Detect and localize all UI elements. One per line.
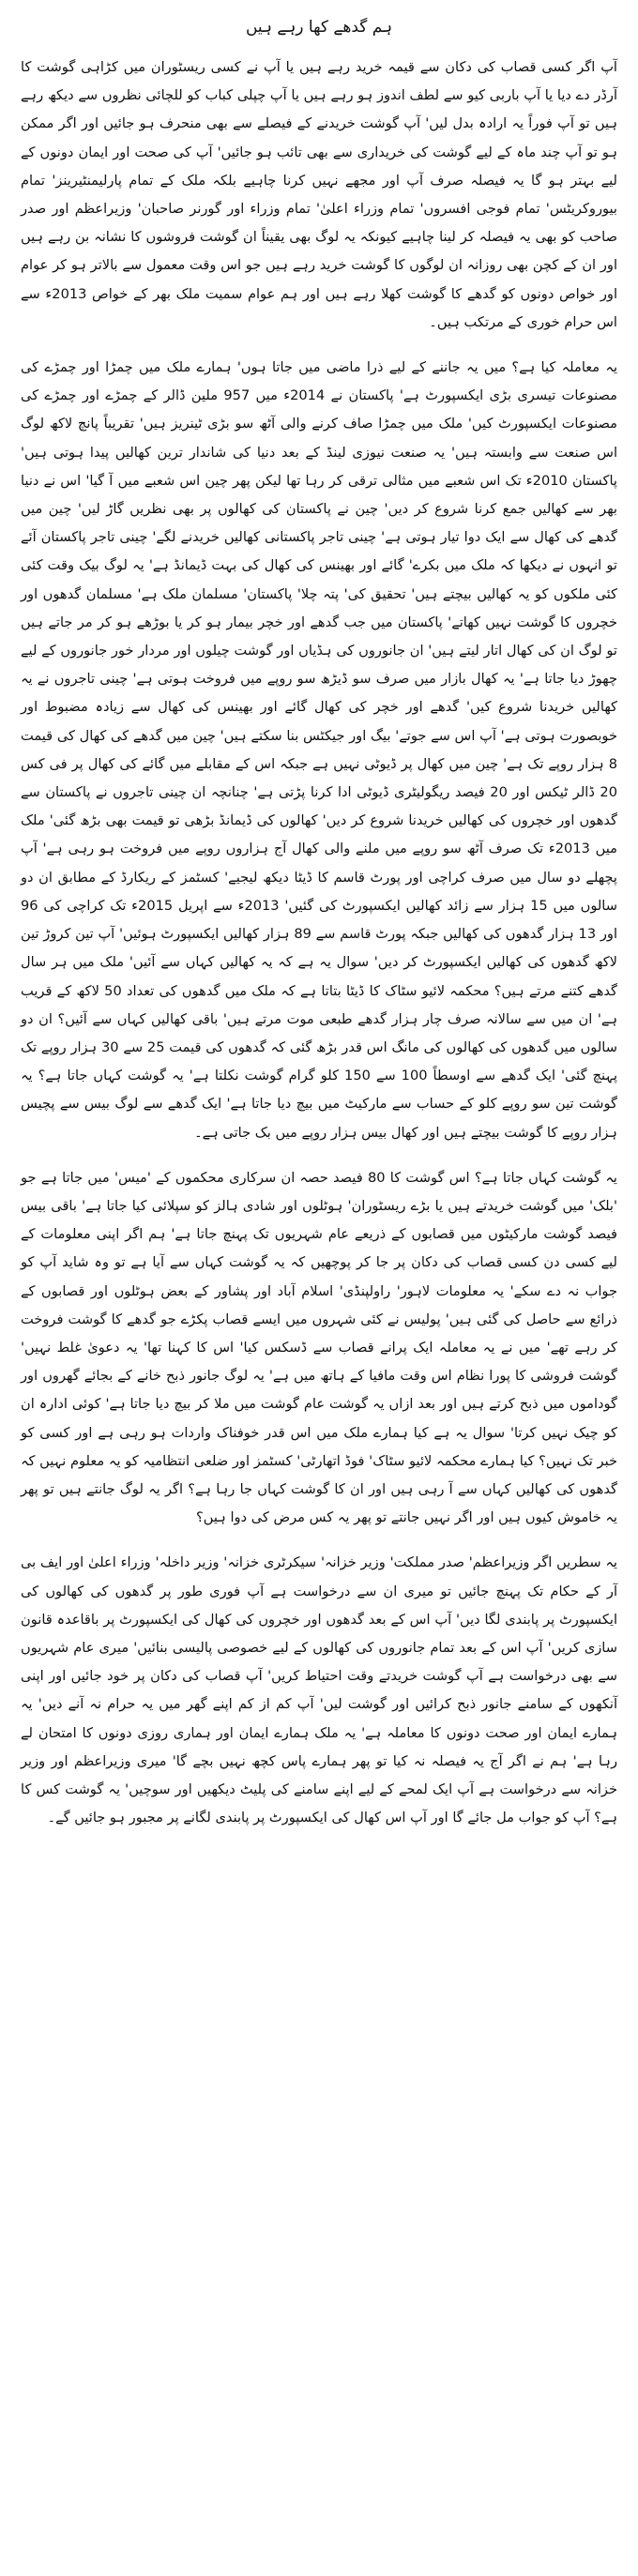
article-paragraph-2: یہ معاملہ کیا ہے؟ میں یہ جاننے کے لیے ذرا ماضی میں جاتا ہوں' ہمارے ملک میں چمڑا اور چمڑے کی مصنوعات تیسری بڑی ایکسپورٹ ہے' پاکستان نے 2014ء میں 957 ملین ڈالر کے چمڑے اور چمڑے کی مصنوعات ایکسپورٹ کیں' ملک میں چمڑا صاف کرنے والی آٹھ سو بڑی ٹینریز ہیں' تقریباً پانچ لاکھ لوگ اس صنعت سے وابستہ ہیں' یہ صنعت نیوزی لینڈ کے بعد دنیا کی شاندار ترین کھالیں پیدا ہوتی ہیں' پاکستان 2010ء تک اس شعبے میں مثالی ترقی کر رہا تھا لیکن پھر چین اس شعبے میں آ گیا' اس نے دنیا بھر سے کھالیں جمع کرنا شروع کر دیں' چین نے پاکستان کی کھالوں پر بھی نظریں گاڑ لیں' چین میں گدھے کی کھال سے ایک دوا تیار ہوتی ہے' چینی تاجر پاکستانی کھالیں خریدنے لگے' چینی تاجر پاکستان آئے تو انہوں نے دیکھا کہ ملک میں بکرے' گائے اور بھینس کی کھال کی بہت ڈیمانڈ ہے' یہ لوگ بیک وقت کئی کئی ملکوں کو یہ کھالیں بیچتے ہیں' تحقیق کی' پتہ چلا' پاکستان' مسلمان ملک ہے' مسلمان گدھوں اور خچروں کا گوشت نہیں کھاتے' پاکستان میں جب گدھے اور خچر بیمار ہو کر یا بوڑھے ہو کر مر جاتے ہیں تو لوگ ان کی کھال اتار لیتے ہیں' ان جانوروں کی ہڈیاں اور گوشت چیلوں اور مردار خور جانوروں کے لیے چھوڑ دیا جاتا ہے' یہ کھال بازار میں صرف سو ڈیڑھ سو روپے میں فروخت ہوتی ہے' چینی تاجروں نے یہ کھالیں خریدنا شروع کیں' گدھے اور خچر کی کھال گائے اور بھینس کی کھال سے زیادہ مضبوط اور خوبصورت ہوتی ہے' آپ اس سے جوتے' بیگ اور جیکٹس بنا سکتے ہیں' چین میں گدھے کی کھال کی قیمت 8 ہزار روپے تک ہے' چین میں کھال پر ڈیوٹی نہیں ہے جبکہ اس کے مقابلے میں گائے کی کھال پر فی کس 20 ڈالر ٹیکس اور 20 فیصد ریگولیٹری ڈیوٹی ادا کرنا پڑتی ہے' چنانچہ ان چینی تاجروں نے پاکستان سے گدھوں اور خچروں کی کھالیں خریدنا شروع کر دیں' کھالوں کی ڈیمانڈ بڑھی تو قیمت بھی بڑھ گئی' ملک میں 2013ء تک صرف آٹھ سو روپے میں ملنے والی کھال آج ہزاروں روپے میں فروخت ہو رہی ہے' آپ پچھلے دو سال میں صرف کراچی اور پورٹ قاسم کا ڈیٹا دیکھ لیجیے' کسٹمز کے ریکارڈ کے مطابق ان دو سالوں میں 15 ہزار سے زائد کھالیں ایکسپورٹ کی گئیں' 2013ء سے اپریل 2015ء تک کراچی کی 96 اور 13 ہزار گدھوں کی کھالیں جبکہ پورٹ قاسم سے 89 ہزار کھالیں ایکسپورٹ ہوئیں' آپ تین کروڑ تین لاکھ گدھوں کی کھالیں ایکسپورٹ کر دیں' سوال یہ ہے کہ یہ کھالیں کہاں سے آئیں' ملک میں ہر سال گدھے کتنے مرتے ہیں؟ محکمہ لائیو سٹاک کا ڈیٹا بتاتا ہے کہ ملک میں گدھوں کی تعداد 50 لاکھ کے قریب ہے' ان میں سے سالانہ صرف چار ہزار گدھے طبعی موت مرتے ہیں' باقی کھالیں کہاں سے آئیں؟ ان دو سالوں میں گدھوں کی کھالوں کی مانگ اس قدر بڑھ گئی کہ گدھوں کی قیمت 25 سے 30 ہزار روپے تک پہنچ گئی' ایک گدھے سے اوسطاً 100 سے 150 کلو گرام گوشت نکلتا ہے' یہ گوشت کہاں جاتا ہے؟ یہ گوشت تین سو روپے کلو کے حساب سے مارکیٹ میں بیچ دیا جاتا ہے' ایک گدھے سے لوگ بیس سے پچیس ہزار روپے کا گوشت بیچتے ہیں اور کھال بیس ہزار روپے میں بک جاتی ہے۔ — [21, 359, 618, 1141]
article-paragraph-1: آپ اگر کسی قصاب کی دکان سے قیمہ خرید رہے ہیں یا آپ نے کسی ریسٹوران میں کڑاہی گوشت کا آرڈر دے دیا یا آپ باربی کیو سے لطف اندوز ہو رہے ہیں یا آپ چپلی کباب کو للچائی نظروں سے دیکھ رہے ہیں تو آپ فوراً یہ ارادہ بدل لیں' آپ گوشت خریدنے کے فیصلے سے بھی منحرف ہو جائیں اور اگر ممکن ہو تو آپ چند ماہ کے لیے گوشت کی خریداری سے بھی تائب ہو جائیں' آپ کی صحت اور ایمان دونوں کے لیے بہتر ہو گا یہ فیصلہ صرف آپ اور مجھے نہیں کرنا چاہیے بلکہ ملک کے تمام پارلیمنٹیرینز' تمام بیوروکریٹس' تمام فوجی افسروں' تمام وزراء اعلیٰ' تمام وزراء اور گورنر صاحبان' وزیراعظم اور صدر صاحب کو بھی یہ فیصلہ کر لینا چاہیے کیونکہ یہ لوگ بھی یقیناً ان گوشت فروشوں کا نشانہ بن رہے ہیں اور ان کے کچن بھی روزانہ ان لوگوں کا گوشت خرید رہے ہیں جو اس وقت معمول سے بالاتر ہو کر عوام اور خواص دونوں کو گدھے کا گوشت کھلا رہے ہیں اور ہم عوام سمیت ملک بھر کے خواص 2013ء سے اس حرام خوری کے مرتکب ہیں۔ — [21, 59, 617, 330]
article-title: ہم گدھے کھا رہے ہیں — [245, 18, 393, 37]
article-paragraph-3: یہ گوشت کہاں جاتا ہے؟ اس گوشت کا 80 فیصد حصہ ان سرکاری محکموں کے 'میس' میں جاتا ہے جو 'بلک' میں گوشت خریدتے ہیں یا بڑے ریسٹوران' ہوٹلوں اور شادی ہالز کو سپلائی کیا جاتا ہے' باقی بیس فیصد گوشت مارکیٹوں میں قصابوں کے ذریعے عام شہریوں تک پہنچ جاتا ہے' ہم اگر اپنی معلومات کے لیے کسی دن کسی قصاب کی دکان پر جا کر پوچھیں کہ یہ گوشت کہاں سے آیا ہے تو وہ شاید آپ کو جواب نہ دے سکے' یہ معلومات لاہور' راولپنڈی' اسلام آباد اور پشاور کے بعض ہوٹلوں اور قصابوں کے ذرائع سے حاصل کی گئی ہیں' پولیس نے کئی شہروں میں ایسے قصاب پکڑے جو گدھے کا گوشت فروخت کر رہے تھے' میں نے یہ معاملہ ایک پرانے قصاب سے ڈسکس کیا' اس کا کہنا تھا' یہ دعویٰ غلط نہیں' گوشت فروشی کا پورا نظام اس وقت مافیا کے ہاتھ میں ہے' یہ لوگ جانور ذبح خانے کے بجائے گھروں اور گوداموں میں ذبح کرتے ہیں اور بعد ازاں یہ گوشت عام گوشت میں ملا کر بیچ دیا جاتا ہے' کوئی ادارہ ان کو چیک نہیں کرتا' سوال یہ ہے کیا ہمارے ملک میں اس قدر خوفناک واردات ہو رہی ہے اور کسی کو خبر تک نہیں؟ کیا ہمارے محکمہ لائیو سٹاک' فوڈ اتھارٹی' کسٹمز اور ضلعی انتظامیہ کو یہ معلوم نہیں کہ گدھوں کی کھالیں کہاں سے آ رہی ہیں اور ان کا گوشت کہاں جا رہا ہے؟ اگر یہ لوگ جانتے ہیں تو پھر یہ خاموش کیوں ہیں اور اگر نہیں جانتے تو پھر یہ کس مرض کی دوا ہیں؟ — [21, 1169, 617, 1526]
article-paragraph-4: یہ سطریں اگر وزیراعظم' صدر مملکت' وزیر خزانہ' سیکرٹری خزانہ' وزیر داخلہ' وزراء اعلیٰ اور ایف بی آر کے حکام تک پہنچ جائیں تو میری ان سے درخواست ہے آپ فوری طور پر گدھوں کی کھالوں کی ایکسپورٹ پر پابندی لگا دیں' آپ اس کے بعد گدھوں اور خچروں کی کھال کی ایکسپورٹ پر باقاعدہ قانون سازی کریں' آپ اس کے بعد تمام جانوروں کی کھالوں کے لیے خصوصی پالیسی بنائیں' میری عام شہریوں سے بھی درخواست ہے آپ گوشت خریدتے وقت احتیاط کریں' آپ قصاب کی دکان پر خود جائیں اور اپنی آنکھوں کے سامنے جانور ذبح کرائیں اور گوشت لیں' آپ کم از کم اپنے گھر میں یہ حرام نہ آنے دیں' یہ ہمارے ایمان اور صحت دونوں کا معاملہ ہے' یہ ملک ہمارے ایمان اور ہماری روزی دونوں کا امتحان لے رہا ہے' ہم نے اگر آج یہ فیصلہ نہ کیا تو پھر ہمارے پاس کچھ نہیں بچے گا' میری وزیراعظم اور وزیر خزانہ سے درخواست ہے آپ ایک لمحے کے لیے اپنے سامنے کی پلیٹ دیکھیں اور سوچیں' یہ گوشت کس کا ہے؟ آپ کو جواب مل جائے گا اور آپ اس کھال کی ایکسپورٹ پر پابندی لگانے پر مجبور ہو جائیں گے۔ — [21, 1554, 617, 1826]
